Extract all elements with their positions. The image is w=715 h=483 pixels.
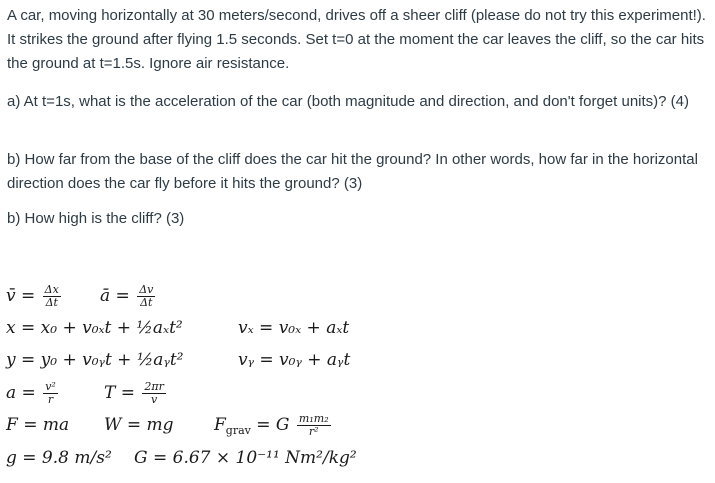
formula-weight: W = mg	[104, 415, 174, 435]
formula-gravitation-fraction	[297, 413, 331, 438]
formula-avg-velocity-den: Δt	[43, 296, 61, 309]
question-part-a: a) At t=1s, what is the acceleration of the car (both magnitude and direction, and don't forget units)? (4)	[7, 93, 690, 110]
formula-gravitation-mid: = G	[256, 415, 290, 435]
formula-centripetal-num: v²	[45, 380, 56, 393]
formula-avg-accel-num: Δv	[139, 283, 154, 296]
formula-period-num: 2πr	[144, 380, 164, 393]
formula-avg-velocity-fraction	[43, 284, 61, 309]
formula-avg-accel-fraction	[137, 284, 155, 309]
formula-vx: vₓ = v₀ₓ + aₓt	[238, 318, 350, 338]
formula-G-value: G = 6.67 × 10⁻¹¹ Nm²/kg²	[134, 448, 357, 468]
formula-period-den: v	[142, 393, 166, 406]
formula-gravitation-lhs-sub: grav	[225, 424, 251, 437]
formula-avg-velocity-num: Δx	[44, 283, 59, 296]
formula-gravitation-lhs: F	[214, 415, 226, 435]
formula-centripetal-fraction	[43, 381, 58, 406]
formula-gravitation-den: r²	[297, 425, 331, 438]
formula-period	[104, 378, 168, 408]
formula-gravitation	[214, 410, 333, 446]
question-intro: A car, moving horizontally at 30 meters/second, drives off a sheer cliff (please do not try this experiment!). It strikes the ground after flying 1.5 seconds. Set t=0 at the moment the car leaves the cliff, so the car hits the ground at t=1.5s. Ignore air resistance.	[7, 7, 706, 72]
formula-y-position: y = y₀ + v₀ᵧt + ½aᵧt²	[6, 350, 184, 370]
formula-g-value: g = 9.8 m/s²	[6, 448, 112, 468]
question-part-b: b) How far from the base of the cliff does the car hit the ground? In other words, how far in the horizontal direction does the car fly before it hits the ground? (3)	[7, 151, 698, 192]
formula-avg-accel	[100, 281, 157, 311]
formula-x-position: x = x₀ + v₀ₓt + ½aₓt²	[6, 318, 183, 338]
formula-avg-velocity-lhs: v̄ =	[6, 286, 36, 306]
formula-centripetal-lhs: a =	[6, 383, 36, 403]
formula-gravitation-num: m₁m₂	[298, 412, 329, 425]
formula-avg-accel-den: Δt	[137, 296, 155, 309]
formula-period-lhs: T =	[104, 383, 135, 403]
formula-period-fraction	[142, 381, 166, 406]
formula-avg-accel-lhs: ā =	[100, 286, 130, 306]
question-part-c: b) How high is the cliff? (3)	[7, 210, 185, 227]
formula-vy: vᵧ = v₀ᵧ + aᵧt	[238, 350, 351, 370]
formula-newton: F = ma	[6, 415, 70, 435]
formula-avg-velocity	[6, 281, 63, 311]
formula-centripetal	[6, 378, 60, 408]
formula-centripetal-den: r	[43, 393, 58, 406]
